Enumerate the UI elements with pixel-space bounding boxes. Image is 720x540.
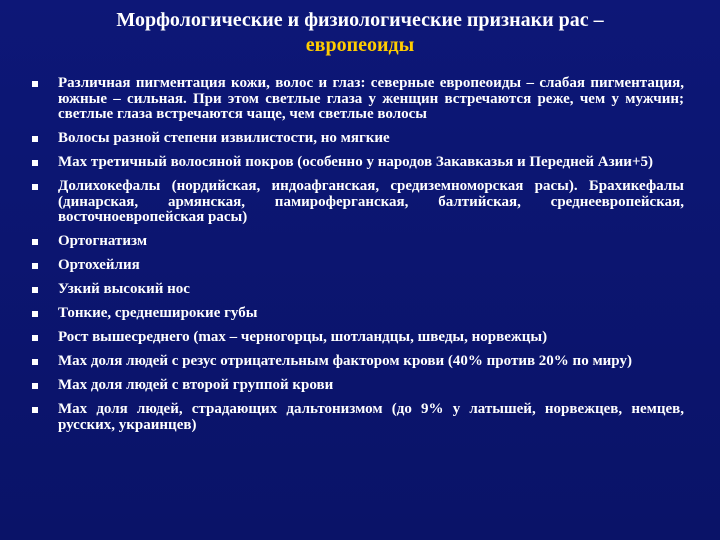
square-bullet-icon (32, 407, 38, 413)
bullet-text: Ортохейлия (58, 257, 140, 274)
square-bullet-icon (32, 359, 38, 365)
bullet-item (32, 131, 684, 147)
bullet-item (32, 282, 684, 298)
square-bullet-icon (32, 263, 38, 269)
bullet-text: Max доля людей с второй группой крови (58, 377, 334, 394)
slide-title (40, 8, 680, 58)
slide-title-line1: Морфологические и физиологические признаки рас – (116, 9, 604, 31)
bullet-text: Рост вышесреднего (max – черногорцы, шотландцы, шведы, норвежцы) (58, 329, 548, 346)
bullet-item (32, 258, 684, 274)
bullet-text: Max третичный волосяной покров (особенно у народов Закавказья и Передней Азии+5) (58, 154, 653, 171)
slide-title-line2: европеоиды (305, 34, 415, 56)
square-bullet-icon (32, 335, 38, 341)
square-bullet-icon (32, 311, 38, 317)
square-bullet-icon (32, 184, 38, 190)
bullet-item (32, 155, 684, 171)
square-bullet-icon (32, 81, 38, 87)
bullet-text: Различная пигментация кожи, волос и глаз: северные европеоиды – слабая пигментация, южные – сильная. При этом светлые глаза у женщин встречаются реже, чем у мужчин; светлые глаза встречаются чаще, чем светлые волосы (58, 75, 684, 123)
bullet-text: Тонкие, среднеширокие губы (58, 305, 258, 322)
bullet-item (32, 378, 684, 394)
bullet-text: Max доля людей с резус отрицательным фактором крови (40% против 20% по миру) (58, 353, 632, 370)
bullet-item (32, 306, 684, 322)
bullet-item (32, 330, 684, 346)
bullet-text: Узкий высокий нос (58, 281, 190, 298)
bullet-text: Max доля людей, страдающих дальтонизмом (до 9% у латышей, норвежцев, немцев, русских, украинцев) (58, 401, 684, 433)
square-bullet-icon (32, 136, 38, 142)
square-bullet-icon (32, 287, 38, 293)
bullet-item (32, 234, 684, 250)
bullet-item (32, 402, 684, 433)
bullet-text: Долихокефалы (нордийская, индоафганская, средиземноморская расы). Брахикефалы (динарская, армянская, памироферганская, балтийская, среднеевропейская, восточноевропейская расы) (58, 178, 684, 226)
bullet-list (32, 76, 684, 442)
bullet-text: Ортогнатизм (58, 233, 148, 250)
bullet-item (32, 76, 684, 123)
square-bullet-icon (32, 160, 38, 166)
bullet-text: Волосы разной степени извилистости, но мягкие (58, 130, 390, 147)
bullet-item (32, 354, 684, 370)
square-bullet-icon (32, 383, 38, 389)
bullet-item (32, 179, 684, 226)
square-bullet-icon (32, 239, 38, 245)
